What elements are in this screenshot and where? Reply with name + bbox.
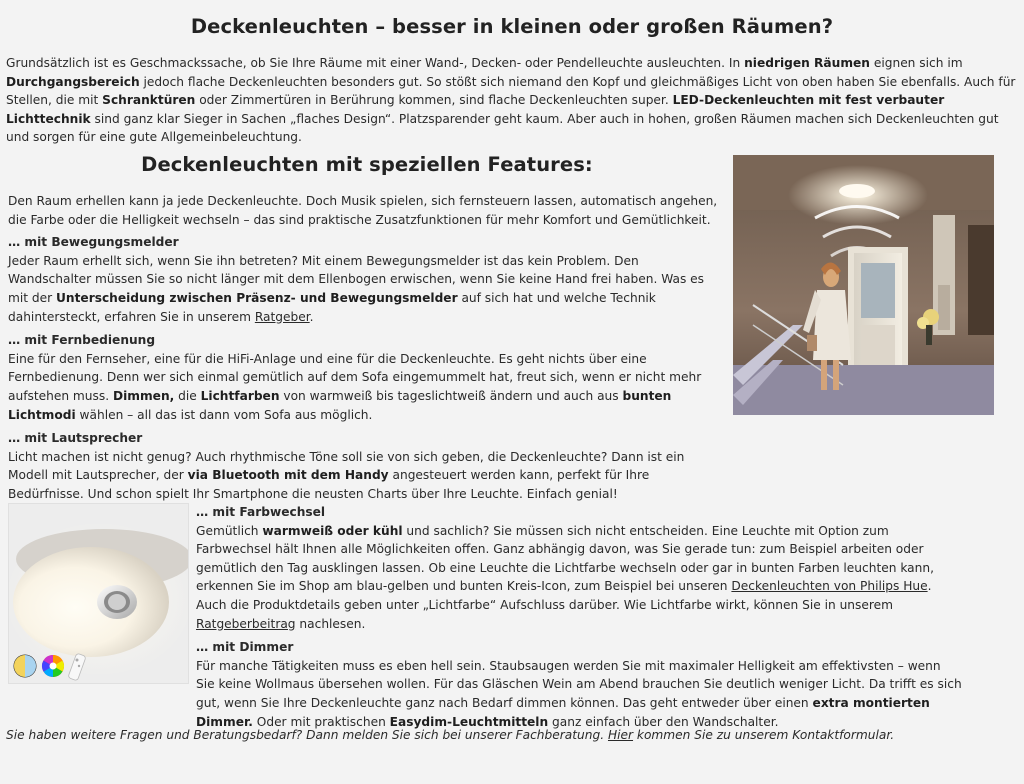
dimmer-section: … mit Dimmer Für manche Tätigkeiten muss es eben hell sein. Staubsaugen werden Sie mit maximaler Helligkeit am effektivsten – wenn Sie keine Wollmaus übersehen wollen. Für das Gläschen Wein am Abend brauchen Sie deutlich weniger Licht. Da trifft es sich gut, wenn Sie Ihre Deckenleuchte ganz nach Bedarf dimmen können. Das geht entweder über einen extra montierten Dimmer. Oder mit praktischen Easydim-Leuchtmitteln ganz einfach über den Wandschalter.	[196, 640, 962, 729]
speaker-section: … mit Lautsprecher Licht machen ist nicht genug? Auch rhythmische Töne soll sie von sich geben, die Deckenleuchte? Dann ist ein Modell mit Lautsprecher, der via Bluetooth mit dem Handy angesteuert werden kann, perfekt für Ihre Bedürfnisse. Und schon spielt Ihr Smartphone die neusten Charts über Ihre Leuchte. Einfach genial!	[8, 429, 724, 503]
motion-sensor-heading: … mit Bewegungsmelder	[8, 235, 179, 250]
color-change-section: … mit Farbwechsel Gemütlich warmweiß oder kühl und sachlich? Sie müssen sich nicht entscheiden. Eine Leuchte mit Option zum Farbwechsel hält Ihnen alle Möglichkeiten offen. Ganz abhängig davon, was Sie gerade tun: zum Beispiel arbeiten oder gemütlich den Tag ausklingen lassen. Ob eine Leuchte die Lichtfarbe wechseln oder gar in bunten Farben leuchten kann, erkennen Sie im Shop am blau-gelben und bunten Kreis-Icon, zum Beispiel bei unseren Deckenleuchten von Philips Hue. Auch die Produktdetails geben unter „Lichtfarbe“ Aufschluss darüber. Wie Lichtfarbe wirkt, können Sie in unserem Ratgeberbeitrag nachlesen.	[196, 503, 962, 633]
contact-form-link[interactable]: Hier	[607, 728, 634, 742]
page-title: Deckenleuchten – besser in kleinen oder großen Räumen?	[190, 15, 834, 38]
color-change-heading: … mit Farbwechsel	[196, 505, 326, 519]
philips-hue-link[interactable]: Deckenleuchten von Philips Hue	[731, 579, 928, 594]
contact-footer: Sie haben weitere Fragen und Beratungsbedarf? Dann melden Sie sich bei unserer Fachberatung. Hier kommen Sie zu unserem Kontaktformular.	[6, 728, 895, 742]
features-heading: Deckenleuchten mit speziellen Features:	[141, 153, 593, 176]
features-intro: Den Raum erhellen kann ja jede Deckenleuchte. Doch Musik spielen, sich fernsteuern lassen, automatisch angehen, die Farbe oder die Helligkeit wechseln – das sind praktische Zusatzfunktionen für mehr Komfort und Gemütlichkeit.	[8, 194, 718, 227]
features-section	[8, 192, 724, 509]
features-section-lower	[196, 503, 962, 736]
speaker-heading: … mit Lautsprecher	[8, 431, 143, 446]
dimmer-heading: … mit Dimmer	[196, 640, 294, 655]
motion-sensor-section: … mit Bewegungsmelder Jeder Raum erhellt sich, wenn Sie ihn betreten? Mit einem Bewegungsmelder ist das kein Problem. Den Wandschalter müssen Sie so nicht länger mit dem Ellenbogen erwischen, wenn Sie keine Hand frei haben. Was es mit der Unterscheidung zwischen Präsenz- und Bewegungsmelder auf sich hat und welche Technik dahintersteckt, erfahren Sie in unserem Ratgeber.	[8, 233, 724, 326]
intro-paragraph: Grundsätzlich ist es Geschmackssache, ob Sie Ihre Räume mit einer Wand-, Decken- oder Pendelleuchte ausleuchten. In niedrigen Räumen eignen sich im Durchgangsbereich jedoch flache Deckenleuchten besonders gut. So stößt sich niemand den Kopf und gleichmäßiges Licht von oben haben Sie ebenfalls. Auch für Stellen, die mit Schranktüren oder Zimmertüren in Berührung kommen, sind flache Deckenleuchten super. LED-Deckenleuchten mit fest verbauter Lichttechnik sind ganz klar Sieger in Sachen „flaches Design“. Platzsparender geht kaum. Aber auch in hohen, großen Räumen machen sich Deckenleuchten gut und sorgen für eine gute Allgemeinbeleuchtung.	[6, 56, 1016, 145]
hallway-photo	[733, 155, 994, 415]
remote-section: … mit Fernbedienung Eine für den Fernseher, eine für die HiFi-Anlage und eine für die Deckenleuchte. Es geht nichts über eine Fernbedienung. Denn wer sich einmal gemütlich auf dem Sofa eingemummelt hat, freut sich, wenn er nicht mehr aufstehen muss. Dimmen, die Lichtfarben von warmweiß bis tageslichtweiß ändern und auch aus bunten Lichtmodi wählen – all das ist dann vom Sofa aus möglich.	[8, 331, 724, 424]
remote-heading: … mit Fernbedienung	[8, 333, 156, 348]
color-temperature-icon	[14, 655, 36, 677]
led-ceiling-lamp-photo	[8, 503, 189, 684]
ratgeber-link[interactable]: Ratgeber	[254, 309, 310, 324]
ratgeberbeitrag-link[interactable]: Ratgeberbeitrag	[196, 616, 296, 631]
rgb-color-icon	[42, 655, 64, 677]
